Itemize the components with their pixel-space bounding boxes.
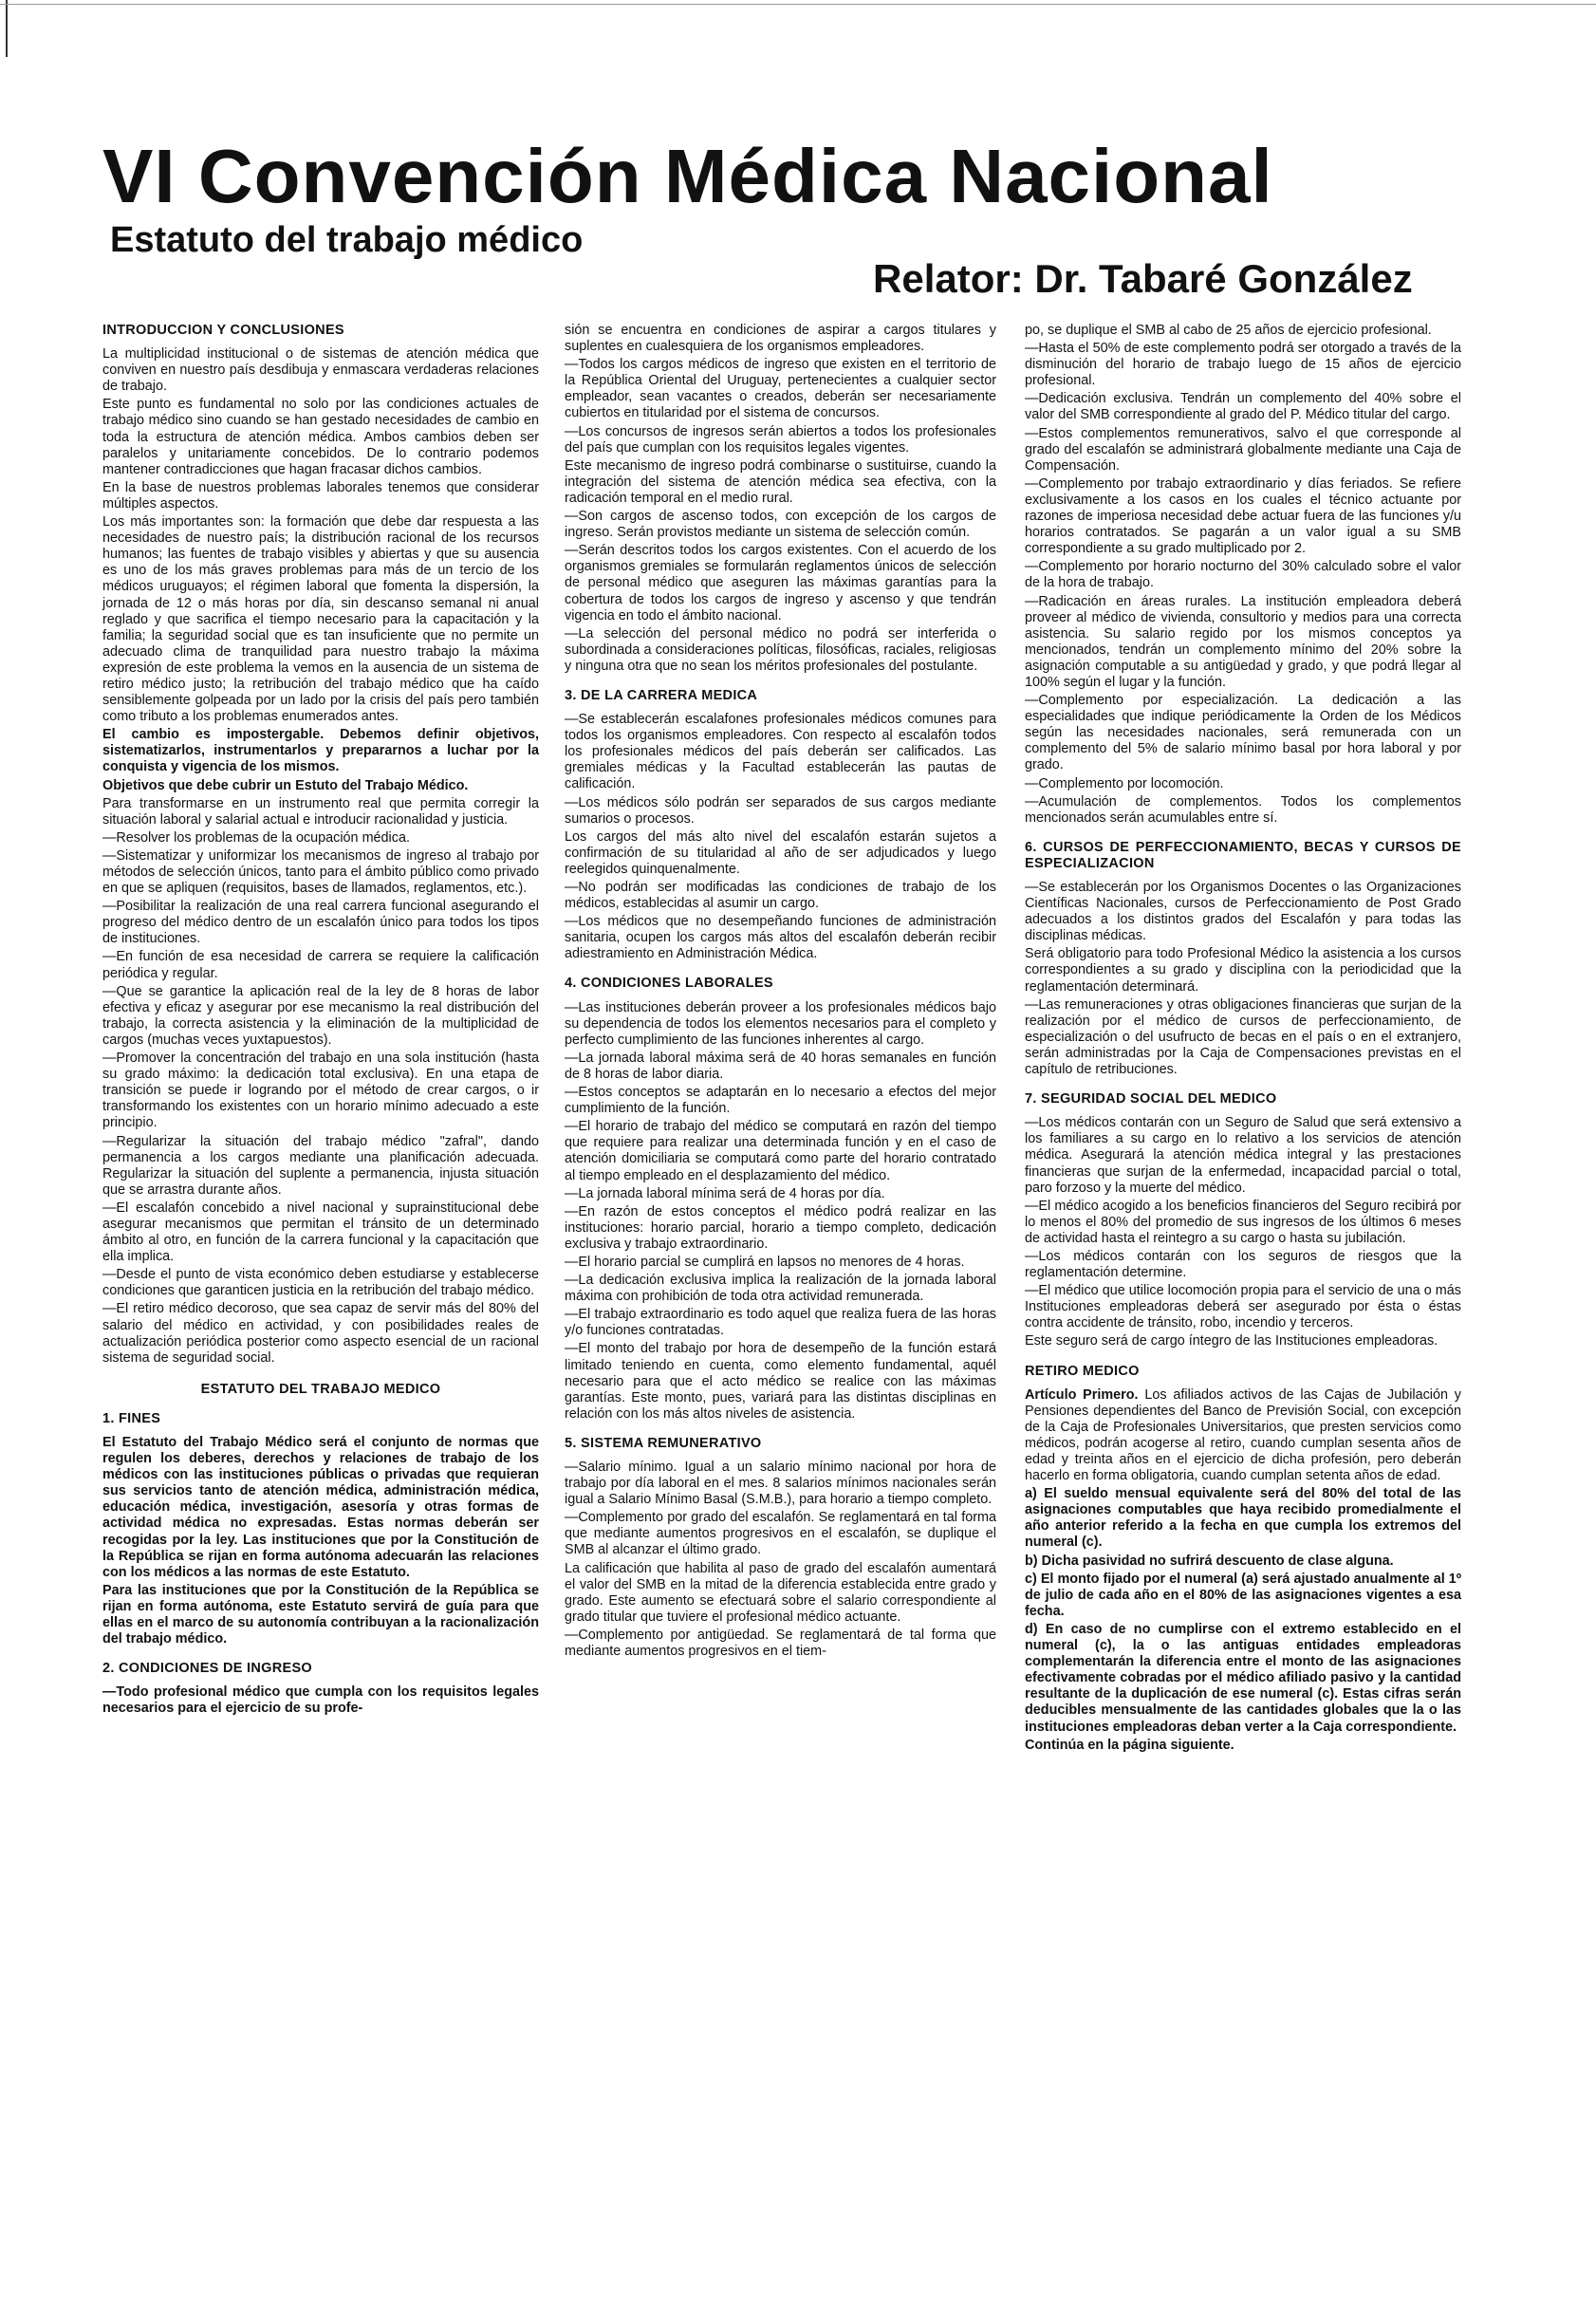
paragraph: Los cargos del más alto nivel del escalafón estarán sujetos a confirmación de su titularidad al año de ser adjudicados y luego reelegidos quinquenalmente. bbox=[565, 828, 996, 877]
list-item: —Los médicos que no desempeñando funciones de administración sanitaria, ocupen los cargos más altos del escalafón deberán recibir adiestramiento en Administración Médica. bbox=[565, 914, 996, 962]
paragraph: La multiplicidad institucional o de sistemas de atención médica que conviven en nuestro país desdibuja y enmascara verdaderas relaciones de trabajo. bbox=[102, 346, 539, 395]
list-item: d) En caso de no cumplirse con el extremo establecido en el numeral (c), la o las antiguas entidades empleadoras complementarán la diferencia entre el monto de las asignaciones efectivamente cobradas por el médico afiliado pasivo y la cantidad resultante de la duplicación de ese numeral (c). Estas cifras serán deducibles mensualmente de las cantidades globales que la o las instituciones empleadoras deban verter a la Caja correspondiente. bbox=[1025, 1621, 1461, 1735]
heading-ingreso: 2. CONDICIONES DE INGRESO bbox=[102, 1661, 313, 1677]
paragraph: Será obligatorio para todo Profesional Médico la asistencia a los cursos correspondientes a su grado y disciplina con la periodicidad que la reglamentación determinará. bbox=[1025, 946, 1461, 995]
page-subtitle: Estatuto del trabajo médico bbox=[110, 220, 584, 260]
list-item: —Los médicos contarán con un Seguro de Salud que será extensivo a los familiares a su cargo en lo relativo a los servicios de atención médica. Asegurará la atención médica integral y las prestaciones financieras que surjan de la enfermedad, incapacidad parcial o total, paro forzoso y la muerte del médico. bbox=[1025, 1115, 1461, 1196]
list-item: —Complemento por horario nocturno del 30% calculado sobre el valor de la hora de trabajo. bbox=[1025, 559, 1461, 591]
list-item: —Regularizar la situación del trabajo médico "zafral", dando permanencia a los cargos mediante una planificación adecuada. Regularizar la situación del suplente a permanencia, injusta situación que se arrastra durante años. bbox=[102, 1133, 539, 1198]
list-item: b) Dicha pasividad no sufrirá descuento de clase alguna. bbox=[1025, 1553, 1394, 1569]
list-item: —Posibilitar la realización de una real carrera funcional asegurando el progreso del médico dentro de un escalafón único para todos los tipos de instituciones. bbox=[102, 899, 539, 947]
list-item: —El trabajo extraordinario es todo aquel que realiza fuera de las horas y/o funciones contratadas. bbox=[565, 1307, 996, 1339]
list-item: —El monto del trabajo por hora de desempeño de la función estará limitado teniendo en cuenta, como elemento fundamental, aquél necesario para que el acto médico se realice con las máximas garantías. Este monto, pues, variará para las distintas disciplinas en relación con los más altos niveles de asistencia. bbox=[565, 1341, 996, 1422]
heading-carrera: 3. DE LA CARRERA MEDICA bbox=[565, 687, 758, 703]
list-item: —Serán descritos todos los cargos existentes. Con el acuerdo de los organismos gremiales se formularán reglamentos únicos de selección de personal médico que aseguren las máximas garantías para la cobertura de todos los cargos de ingreso y ascenso y que tendrán vigencia en todo el ámbito nacional. bbox=[565, 543, 996, 623]
articulo-text: Los afiliados activos de las Cajas de Jubilación y Pensiones dependientes del Banco de Previsión Social, con excepción de la Caja de Profesionales Universitarios, que presten servicios como médicos, podrán acogerse al retiro, cuando cumplan sesenta años de edad y treinta años en el ejercicio de dicha profesión, pero deberán hacerlo en forma obligatoria, cuando cumplan setenta años de edad. bbox=[1025, 1386, 1462, 1484]
list-item: —Las remuneraciones y otras obligaciones financieras que surjan de la realización por el médico de cursos de perfeccionamiento, de especialización o del usufructo de becas en el país o en el extranjero, serán administradas por la Caja de Compensaciones previstas en el capítulo de retribuciones. bbox=[1025, 996, 1461, 1078]
heading-estatuto: ESTATUTO DEL TRABAJO MEDICO bbox=[200, 1381, 441, 1397]
objetivos-heading: Objetivos que debe cubrir un Estuto del Trabajo Médico. bbox=[102, 777, 469, 793]
list-item: —Radicación en áreas rurales. La institución empleadora deberá proveer al médico de vivienda, consultorio y medios para una correcta asistencia. Su salario regido por los mismos conceptos ya mencionados, tendrán un complemento mínimo del 20% sobre la asignación computable a su antigüedad y grado, y que podrá llegar al 100% según el lugar y la función. bbox=[1025, 593, 1461, 690]
list-item: —El médico acogido a los beneficios financieros del Seguro recibirá por lo menos el 80% del promedio de sus ingresos de los últimos 6 meses de actividad hasta el reintegro a su cargo o hasta su jubilación. bbox=[1025, 1198, 1461, 1246]
paragraph: —Todo profesional médico que cumpla con los requisitos legales necesarios para el ejercicio de su profe- bbox=[102, 1684, 539, 1717]
list-item: —La jornada laboral máxima será de 40 horas semanales en función de 8 horas de labor diaria. bbox=[565, 1050, 996, 1082]
list-item: —Resolver los problemas de la ocupación médica. bbox=[102, 829, 410, 846]
list-item: —El médico que utilice locomoción propia para el servicio de una o más Instituciones empleadoras deberá ser asegurado por ésta o éstas contra accidente de tránsito, robo, incendio y terceros. bbox=[1025, 1283, 1461, 1331]
heading-laborales: 4. CONDICIONES LABORALES bbox=[565, 976, 773, 992]
list-item: —La jornada laboral mínima será de 4 horas por día. bbox=[565, 1185, 885, 1201]
paragraph: El cambio es impostergable. Debemos definir objetivos, sistematizarlos, instrumentarlos y prepararnos a luchar por la conquista y vigencia de los mismos. bbox=[102, 727, 539, 775]
list-item: a) El sueldo mensual equivalente será del 80% del total de las asignaciones computables que haya recibido promedialmente el año anterior referido a la fecha en que cumpla los extremos del numeral (c). bbox=[1025, 1486, 1461, 1551]
list-item: —Complemento por grado del escalafón. Se reglamentará en tal forma que mediante aumentos progresivos en el escalafón, se duplique el SMB al alcanzar el último grado. bbox=[565, 1510, 996, 1558]
heading-fines: 1. FINES bbox=[102, 1410, 161, 1426]
list-item: —La selección del personal médico no podrá ser interferida o subordinada a consideraciones políticas, filosóficas, raciales, religiosas y ninguna otra que no sean los méritos profesionales del postulante. bbox=[565, 625, 996, 674]
list-item: —Dedicación exclusiva. Tendrán un complemento del 40% sobre el valor del SMB correspondiente al grado del P. Médico titular del cargo. bbox=[1025, 391, 1461, 423]
paragraph: Este mecanismo de ingreso podrá combinarse o sustituirse, cuando la integración del sistema de atención médica sea efectiva, con la radicación temporal en el medio rural. bbox=[565, 457, 996, 506]
list-item: —El escalafón concebido a nivel nacional y suprainstitucional debe asegurar mecanismos que permitan el tránsito de un determinado ámbito al otro, en función de la carrera funcional y la capacitación que ella implica. bbox=[102, 1200, 539, 1265]
page-title: VI Convención Médica Nacional bbox=[102, 134, 1273, 218]
heading-retiro: RETIRO MEDICO bbox=[1025, 1363, 1140, 1379]
list-item: —Los concursos de ingresos serán abiertos a todos los profesionales del país que cumplan con los requisitos legales vigentes. bbox=[565, 423, 996, 456]
list-item: —Complemento por especialización. La dedicación a las especialidades que indique periódicamente la Orden de los Médicos según las necesidades nacionales, será remunerada con un complemento del 5% de salario mínimo basal por hora laboral y por grado. bbox=[1025, 693, 1461, 773]
paragraph: Para transformarse en un instrumento real que permita corregir la situación laboral y salarial actual e introducir racionalidad y justicia. bbox=[102, 795, 539, 828]
list-item: —Complemento por locomoción. bbox=[1025, 775, 1224, 791]
paragraph: sión se encuentra en condiciones de aspirar a cargos titulares y suplentes en cualesquiera de los organismos empleadores. bbox=[565, 323, 996, 355]
column-2 bbox=[565, 323, 996, 1662]
paragraph: Este punto es fundamental no solo por las condiciones actuales de trabajo médico sino cuando se han gestado necesidades de cambio en toda la estructura de atención médica. Ambos cambios deben ser paralelos y unitariamente concebidos. De lo contrario podemos mantener contradicciones que hagan fracasar dichos cambios. bbox=[102, 397, 539, 477]
articulo-lead: Artículo Primero. bbox=[1025, 1386, 1139, 1403]
column-3 bbox=[1025, 323, 1461, 1756]
column-1 bbox=[102, 323, 539, 1720]
list-item: —Son cargos de ascenso todos, con excepción de los cargos de ingreso. Serán provistos mediante un sistema de selección común. bbox=[565, 509, 996, 541]
list-item: —Todos los cargos médicos de ingreso que existen en el territorio de la República Oriental del Uruguay, pertenecientes a cualquier sector empleador, sean vacantes o creados, deberán ser necesariamente cubiertos en titularidad por el sistema de concursos. bbox=[565, 357, 996, 421]
paragraph: po, se duplique el SMB al cabo de 25 años de ejercicio profesional. bbox=[1025, 323, 1432, 338]
list-item: —Estos conceptos se adaptarán en lo necesario a efectos del mejor cumplimiento de la función. bbox=[565, 1085, 996, 1117]
list-item: —Sistematizar y uniformizar los mecanismos de ingreso al trabajo por métodos de selección únicos, tanto para el ámbito público como privado en que se apliquen (requisitos, bases de llamados, reglamentos, etc.). bbox=[102, 847, 539, 897]
list-item: —Complemento por trabajo extraordinario y días feriados. Se refiere exclusivamente a los casos en los cuales el técnico actuante por razones de imperiosa necesidad debe actuar fuera de las funciones y/u horarios contratados. Se pagarán a un valor igual a su SMB correspondiente a su grado multiplicado por 2. bbox=[1025, 475, 1461, 557]
heading-cursos: 6. CURSOS DE PERFECCIONAMIENTO, BECAS Y CURSOS DE ESPECIALIZACION bbox=[1025, 839, 1461, 871]
list-item: —En razón de estos conceptos el médico podrá realizar en las instituciones: horario parcial, horario a tiempo completo, dedicación exclusiva y trabajo extraordinario. bbox=[565, 1203, 996, 1252]
list-item: —Promover la concentración del trabajo en una sola institución (hasta su grado máximo: la dedicación total exclusiva). En una etapa de transición se puede ir logrando por el método de crear cargos, o ir transformando los existentes con un horario mínimo adecuado a este principio. bbox=[102, 1051, 539, 1131]
list-item: —Que se garantice la aplicación real de la ley de 8 horas de labor efectiva y eficaz y asegurar por ese mecanismo la real distribución del trabajo, la correcta asistencia y la eliminación de la multiplicidad de cargos (muchas veces yuxtapuestos). bbox=[102, 983, 539, 1048]
scan-edge-top bbox=[0, 4, 1596, 5]
paragraph: La calificación que habilita al paso de grado del escalafón aumentará el valor del SMB en la mitad de la diferencia establecida entre grado y grado. Este aumento se efectuará sobre el salario correspondiente al grado titular que tuviere el profesional médico actuante. bbox=[565, 1560, 996, 1625]
paragraph bbox=[1025, 1387, 1461, 1485]
heading-seguridad: 7. SEGURIDAD SOCIAL DEL MEDICO bbox=[1025, 1091, 1277, 1107]
paragraph: Para las instituciones que por la Constitución de la República se rijan en forma autónoma, este Estatuto servirá de guía para que ellas en el marco de su autonomía contribuyan a la racionalización del trabajo médico. bbox=[102, 1582, 539, 1647]
paragraph: En la base de nuestros problemas laborales tenemos que considerar múltiples aspectos. bbox=[102, 479, 539, 512]
list-item: —Los médicos contarán con los seguros de riesgos que la reglamentación determine. bbox=[1025, 1248, 1461, 1281]
paragraph: Este seguro será de cargo íntegro de las Instituciones empleadoras. bbox=[1025, 1333, 1438, 1349]
list-item: —Se establecerán escalafones profesionales médicos comunes para todos los organismos empleadores. Con respecto al escalafón todos los profesionales médicos del país deberán ser calificados. Las gremiales médicas y la Facultad establecerán las pautas de calificación. bbox=[565, 712, 996, 792]
list-item: —Las instituciones deberán proveer a los profesionales médicos bajo su dependencia de todos los elementos necesarios para el completo y perfecto cumplimiento de las funciones inherentes al cargo. bbox=[565, 999, 996, 1048]
list-item: —El horario de trabajo del médico se computará en razón del tiempo que requiere para realizar una determinada función y en el caso de atención domiciliaria se computará como parte del horario contratado al tiempo empleado en el desplazamiento del médico. bbox=[565, 1119, 996, 1183]
heading-introduccion: INTRODUCCION Y CONCLUSIONES bbox=[102, 323, 344, 338]
list-item: c) El monto fijado por el numeral (a) será ajustado anualmente al 1º de julio de cada año en el 80% de las asignaciones vigentes a esa fecha. bbox=[1025, 1571, 1461, 1619]
list-item: —En función de esa necesidad de carrera se requiere la calificación periódica y regular. bbox=[102, 949, 539, 981]
list-item: —El retiro médico decoroso, que sea capaz de servir más del 80% del salario del médico en actividad, y con posibilidades reales de actualización periódica posterior como aspecto esencial de un racional sistema de seguridad social. bbox=[102, 1301, 539, 1366]
relator-line: Relator: Dr. Tabaré González bbox=[873, 256, 1413, 301]
paragraph: El Estatuto del Trabajo Médico será el conjunto de normas que regulen los deberes, derechos y relaciones de trabajo de los médicos con las instituciones públicas o privadas que requieran sus servicios tanto de atención médica, administración médica, educación médica, investigación, asesoría y otras formas de actividad médica no expresadas. Estas normas deberán ser recogidas por la ley. Las instituciones que por la Constitución de la República se rijan en forma autónoma adecuarán las relaciones con los médicos a las normas de este Estatuto. bbox=[102, 1435, 539, 1580]
list-item: —El horario parcial se cumplirá en lapsos no menores de 4 horas. bbox=[565, 1254, 965, 1270]
paragraph: Los más importantes son: la formación que debe dar respuesta a las necesidades de nuestro país; la distribución racional de los recursos humanos; las fuentes de trabajo visibles y abiertas y que su ausencia es uno de los más graves problemas para más de un tercio de los médicos uruguayos; el régimen laboral que fomenta la dispersión, la jornada de 12 o más horas por día, sin descanso semanal ni anual reglado y que sacrifica el tiempo necesario para la capacitación y la familia; la seguridad social que es tan insuficiente que no permite un adecuado clima de tranquilidad para nuestro trabajo la máxima expresión de este problema la vemos en la ausencia de un sistema de retiro médico justo; la retribución del trabajo médico que ha caído sensiblemente golpeada por un lado por la crisis del país pero también como tributo a los problemas enumerados antes. bbox=[102, 514, 539, 725]
list-item: —Salario mínimo. Igual a un salario mínimo nacional por hora de trabajo por día laboral en el mes. 8 salarios mínimos nacionales serán igual a Salario Mínimo Basal (S.M.B.), para horario a tiempo completo. bbox=[565, 1460, 996, 1508]
list-item: —La dedicación exclusiva implica la realización de la jornada laboral máxima con prohibición de toda otra actividad remunerada. bbox=[565, 1273, 996, 1305]
continued-note: Continúa en la página siguiente. bbox=[1025, 1737, 1234, 1753]
list-item: —Complemento por antigüedad. Se reglamentará de tal forma que mediante aumentos progresivos en el tiem- bbox=[565, 1627, 996, 1660]
list-item: —Estos complementos remunerativos, salvo el que corresponde al grado del escalafón se administrará globalmente mediante una Caja de Compensación. bbox=[1025, 425, 1461, 474]
list-item: —Se establecerán por los Organismos Docentes o las Organizaciones Científicas Nacionales, cursos de Perfeccionamiento de Post Grado adecuados a los distintos grados del Escalafón y para todas las disciplinas médicas. bbox=[1025, 880, 1461, 944]
heading-remunerativo: 5. SISTEMA REMUNERATIVO bbox=[565, 1435, 762, 1451]
list-item: —Los médicos sólo podrán ser separados de sus cargos mediante sumarios o procesos. bbox=[565, 794, 996, 827]
list-item: —Hasta el 50% de este complemento podrá ser otorgado a través de la disminución del horario de trabajo luego de 15 años de ejercicio profesional. bbox=[1025, 341, 1461, 389]
list-item: —Acumulación de complementos. Todos los complementos mencionados serán acumulables entre sí. bbox=[1025, 793, 1461, 826]
list-item: —Desde el punto de vista económico deben estudiarse y establecerse condiciones que garanticen justicia en la retribución del trabajo médico. bbox=[102, 1267, 539, 1299]
list-item: —No podrán ser modificadas las condiciones de trabajo de los médicos, establecidas al asumir un cargo. bbox=[565, 880, 996, 912]
scan-edge-left bbox=[6, 0, 8, 57]
